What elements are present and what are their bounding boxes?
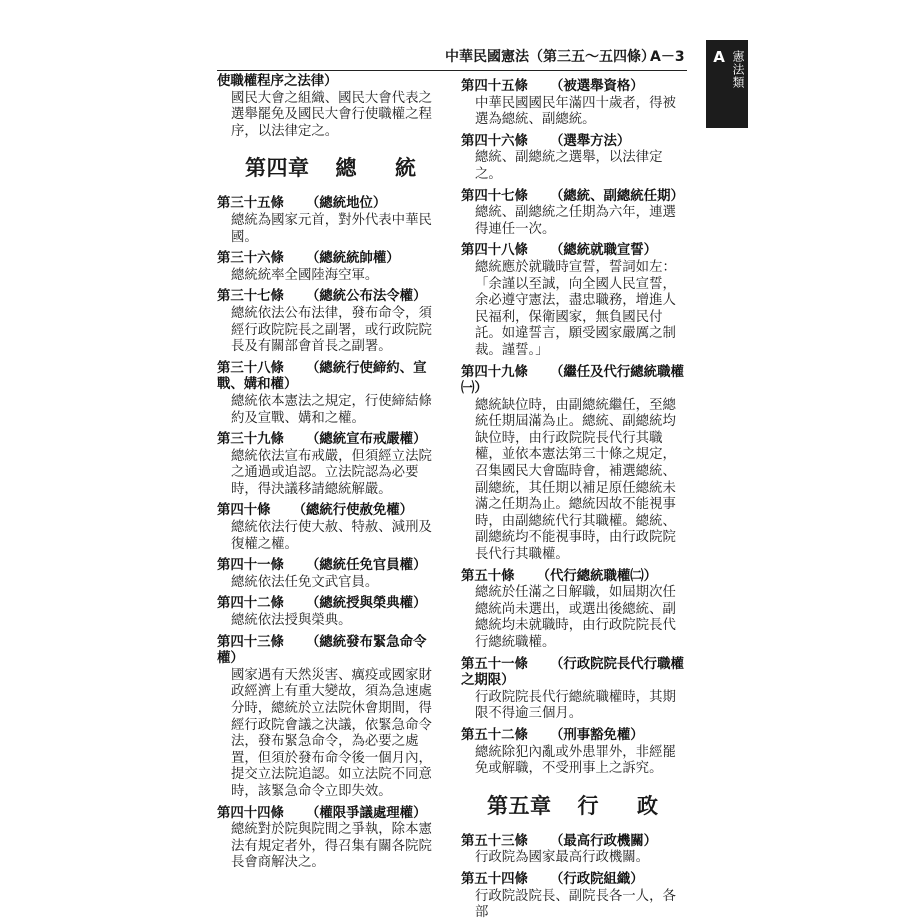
article-subject: （被選舉資格） [549,79,644,94]
article-number: 第五十四條 [461,871,528,887]
chapter-heading-4 [245,154,442,182]
article-heading [461,79,687,96]
article-number: 第三十七條 [217,289,284,305]
article-heading [217,251,442,268]
tab-label: 憲法類 [731,50,745,89]
article-body: 行政院設院長、副院長各一人，各部 [475,888,676,921]
article-body: 總統對於院與院間之爭執，除本憲法有規定者外，得召集有關各院院長會商解決之。 [231,822,432,871]
article [461,79,687,129]
chapter-heading-5 [487,792,687,820]
article-body: 總統依本憲法之規定，行使締結條約及宣戰、媾和之權。 [231,393,432,426]
article-body: 總統依法宣布戒嚴，但須經立法院之通過或追認。立法院認為必要時，得決議移請總統解嚴。 [231,448,432,497]
article [461,365,687,564]
article-heading [217,503,442,520]
article-body: 總統、副總統之選舉，以法律定之。 [475,150,663,182]
article-heading [217,635,442,668]
article [461,728,687,778]
article [217,432,442,498]
article-body: 總統缺位時，由副總統繼任，至總統任期屆滿為止。總統、副總統均缺位時，由行政院院長代行其職權，並依本憲法第三十條之規定，召集國民大會臨時會，補選總統、副總統，其任期以補足原任總統未滿之任期為止。總統因故不能視事時，由副總統代行其職權。總統、副總統均不能視事時，由行政院院長代行其職權。 [475,397,676,563]
article-body: 總統依法授與榮典。 [231,613,352,629]
article-number: 第五十條 [461,568,515,584]
article-number: 第四十七條 [461,188,528,204]
chapter-number: 第四章 [245,155,310,181]
article-body: 行政院院長代行總統職權時，其期限不得逾三個月。 [475,689,676,722]
article-heading [217,361,442,394]
article-number: 第五十二條 [461,727,528,743]
article-subject: （權限爭議處理權） [305,805,427,821]
article [217,289,442,355]
article-number: 第四十三條 [217,634,284,650]
article-number: 第三十八條 [217,360,284,376]
continued-article-body: 國民大會之組織、國民大會代表之選舉罷免及國民大會行使職權之程序，以法律定之。 [231,90,432,139]
article [217,251,442,284]
article-heading [217,806,442,823]
article-subject: （行政院組織） [549,871,644,887]
chapter-title-char-1: 總 [335,155,357,181]
article-number: 第四十五條 [461,79,528,94]
article-heading [217,432,442,449]
article [461,834,687,867]
article-body: 總統、副總統之任期為六年，連選得連任一次。 [475,205,676,237]
chapter-title-char-2: 政 [637,792,659,818]
article-subject: （總統宣布戒嚴權） [305,432,427,448]
article-subject: （總統就職宣誓） [549,243,658,259]
article [217,196,442,246]
article-subject: （選舉方法） [549,133,631,149]
page-number: A－3 [650,49,685,65]
article-number: 第四十六條 [461,133,528,149]
article-number: 第四十四條 [217,805,284,821]
article-list [217,196,442,872]
header-title: 中華民國憲法（第三五～五四條） [445,49,655,65]
article-number: 第四十九條 [461,364,528,380]
article-heading [461,365,687,398]
chapter-title-char-1: 行 [577,792,599,818]
article [217,361,442,427]
article-subject: （最高行政機關） [549,833,658,849]
article-body: 中華民國國民年滿四十歲者，得被選為總統、副總統。 [475,95,676,128]
article [461,569,687,652]
article-subject: （總統授與榮典權） [305,596,427,612]
article-body: 總統應於就職時宣誓，誓詞如左：「余謹以至誠，向全國人民宣誓，余必遵守憲法，盡忠職務，增進人民福利，保衛國家，無負國民付託。如違誓言，願受國家嚴厲之制裁。謹誓。」 [475,259,676,358]
article-list [461,79,687,778]
article-heading [217,196,442,213]
article-heading [461,189,687,206]
article-number: 第三十九條 [217,432,284,448]
article-subject: （代行總統職權㈡） [536,568,658,584]
section-tab [706,40,748,128]
article-number: 第三十五條 [217,196,284,212]
article [217,503,442,553]
article-heading [461,728,687,745]
continued-article-heading: 使職權程序之法律） [217,74,338,89]
article [461,134,687,184]
article-number: 第五十一條 [461,656,528,672]
article-heading [461,569,687,586]
article [461,657,687,723]
article-number: 第四十八條 [461,243,528,259]
article [217,806,442,872]
article-subject: （總統地位） [305,196,387,212]
article-subject: （總統公布法令權） [305,289,427,305]
tab-letter: A [713,48,725,66]
article-number: 第四十條 [217,503,271,519]
article-subject: （總統統帥權） [305,251,400,267]
article-list [461,834,687,922]
article [217,596,442,629]
article-subject: （總統發布緊急命令權） [217,634,427,667]
article-heading [461,657,687,690]
article-subject: （總統、副總統任期） [549,188,684,204]
article-body: 總統統率全國陸海空軍。 [231,267,379,283]
article-body: 行政院為國家最高行政機關。 [475,850,650,866]
left-column [217,74,442,872]
article [217,635,442,801]
article-subject: （行政院院長代行職權之期限） [461,656,684,689]
article [461,872,687,922]
article-heading [461,134,687,151]
chapter-number: 第五章 [487,792,552,818]
article-body: 總統依法公布法律，發布命令，須經行政院院長之副署，或行政院院長及有關部會首長之副署。 [231,305,432,355]
header-rule [217,70,687,71]
article-heading [217,596,442,613]
article [461,243,687,359]
article-body: 總統為國家元首，對外代表中華民國。 [231,212,432,245]
article [461,189,687,239]
article [217,558,442,591]
article-heading [217,289,442,306]
article-subject: （刑事豁免權） [549,727,644,743]
article-body: 總統於任滿之日解職，如屆期次任總統尚未選出，或選出後總統、副總統均未就職時，由行政院院長代行總統職權。 [475,585,676,650]
article-heading [461,872,687,889]
article-heading [217,558,442,575]
article-body: 國家遇有天然災害、癘疫或國家財政經濟上有重大變故，須為急速處分時，總統於立法院休會期間，得經行政院會議之決議，依緊急命令法，發布緊急命令，為必要之處置，但須於發布命令後一個月內，提交立法院追認。如立法院不同意時，該緊急命令立即失效。 [231,667,432,799]
article-number: 第三十六條 [217,251,284,267]
continued-article [217,74,442,140]
article-body: 總統依法行使大赦、特赦、減刑及復權之權。 [231,520,432,552]
article-subject: （總統行使赦免權） [292,503,414,519]
article-subject: （總統任免官員權） [305,558,427,574]
article-number: 第五十三條 [461,833,528,849]
article-subject: （繼任及代行總統職權㈠） [461,364,684,397]
right-column [461,74,687,922]
article-subject: （總統行使締約、宣戰、媾和權） [217,360,427,393]
article-body: 總統除犯內亂或外患罪外，非經罷免或解職，不受刑事上之訴究。 [475,744,676,777]
article-number: 第四十二條 [217,596,284,612]
chapter-title-char-2: 統 [395,155,417,181]
article-heading [461,243,687,260]
article-body: 總統依法任免文武官員。 [231,574,379,590]
article-heading [461,834,687,851]
article-number: 第四十一條 [217,558,284,574]
